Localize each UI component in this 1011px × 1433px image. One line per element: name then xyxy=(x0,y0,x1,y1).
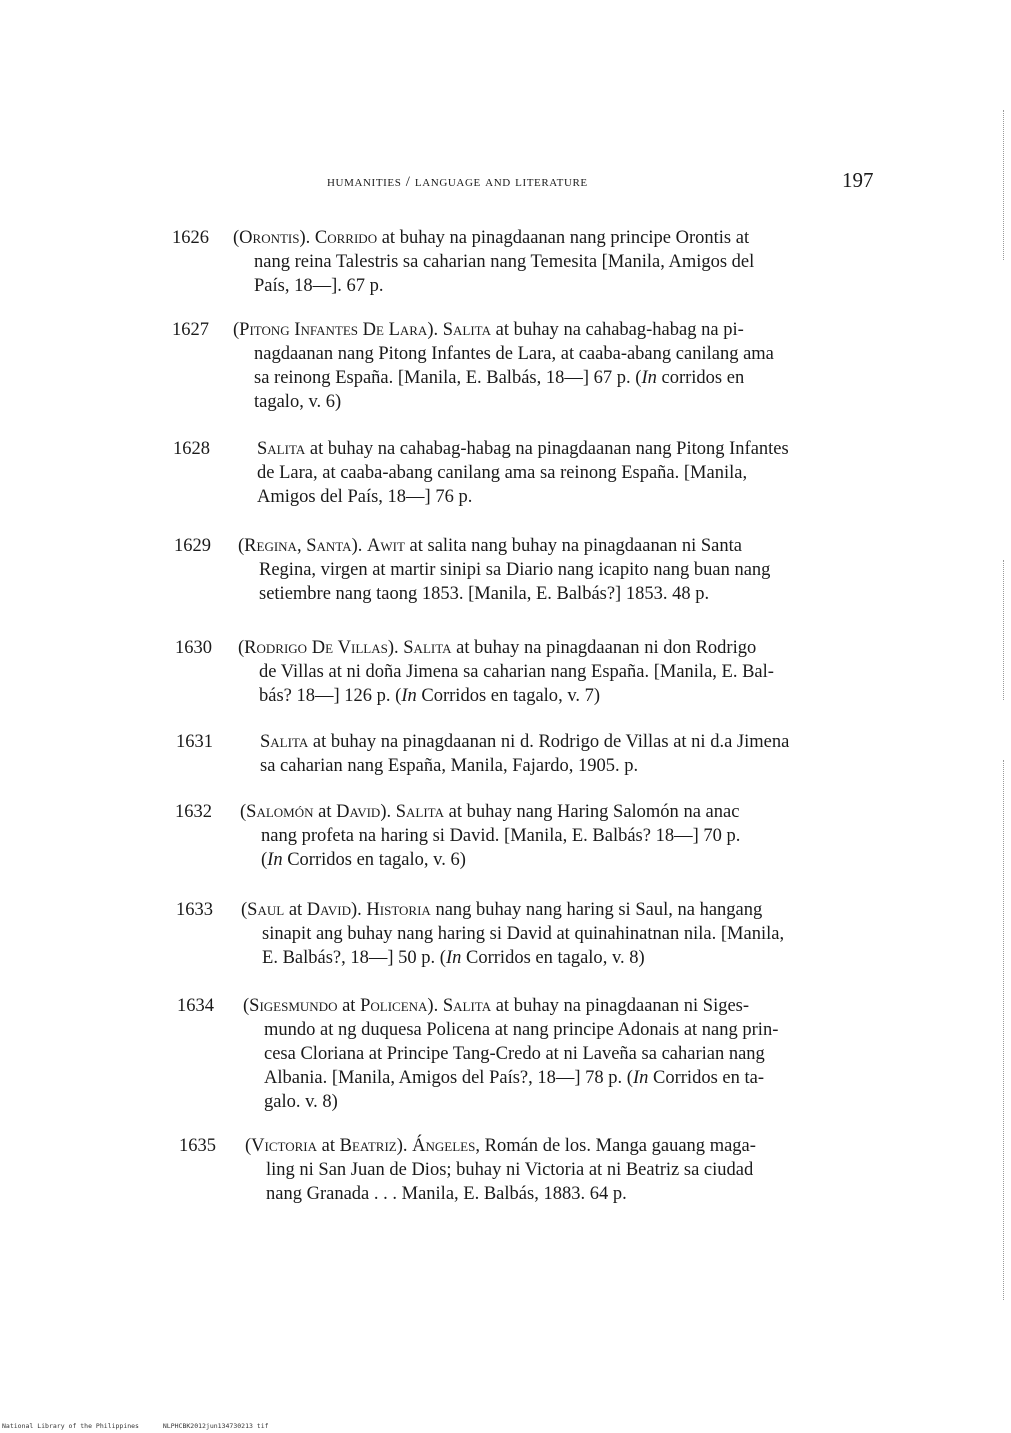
entry-number: 1629 xyxy=(174,536,211,556)
entry-line: (Salomón at David). Salita at buhay nang Haring Salomón na anac xyxy=(240,802,740,822)
entry-text xyxy=(233,226,754,298)
entry-number: 1632 xyxy=(175,802,212,822)
entry-number: 1631 xyxy=(176,732,213,752)
entry-line: ling ni San Juan de Dios; buhay ni Victoria at ni Beatriz sa ciudad xyxy=(266,1160,754,1180)
scan-edge-mark xyxy=(1003,760,1005,1300)
entry-number: 1627 xyxy=(172,320,209,340)
entry-line: galo. v. 8) xyxy=(264,1092,338,1112)
running-header xyxy=(0,168,1011,198)
entry-text xyxy=(240,800,740,872)
footer-file-id: NLPHCBK2012jun134730213 tif xyxy=(162,1422,269,1430)
entry-line: tagalo, v. 6) xyxy=(254,392,342,412)
page-number: 197 xyxy=(842,168,874,192)
entry-line: (Rodrigo De Villas). Salita at buhay na pinagdaanan ni don Rodrigo xyxy=(238,638,757,658)
entry-text xyxy=(245,1134,756,1206)
entry-text xyxy=(257,437,789,509)
entry-line: (Regina, Santa). Awit at salita nang buhay na pinagdaanan ni Santa xyxy=(238,536,742,556)
entry-text xyxy=(238,534,770,606)
entry-line: Regina, virgen at martir sinipi sa Diario nang icapito nang buan nang xyxy=(259,560,771,580)
entry-line: (In Corridos en tagalo, v. 6) xyxy=(261,850,466,870)
scan-edge-mark xyxy=(1003,560,1005,700)
entry-line: de Lara, at caaba-abang canilang ama sa reinong España. [Manila, xyxy=(257,463,748,483)
entry-line: Salita at buhay na pinagdaanan ni d. Rodrigo de Villas at ni d.a Jimena xyxy=(260,732,790,752)
entry-line: E. Balbás?, 18—] 50 p. (In Corridos en tagalo, v. 8) xyxy=(262,948,645,968)
entry-line: nang Granada . . . Manila, E. Balbás, 1883. 64 p. xyxy=(266,1184,627,1204)
entry-line: nang reina Talestris sa caharian nang Temesita [Manila, Amigos del xyxy=(254,252,755,272)
entry-line: setiembre nang taong 1853. [Manila, E. Balbás?] 1853. 48 p. xyxy=(259,584,710,604)
footer-source: National Library of the Philippines xyxy=(2,1422,139,1430)
entry-line: (Victoria at Beatriz). Ángeles, Román de los. Manga gauang maga- xyxy=(245,1136,756,1156)
scan-edge-mark xyxy=(1003,110,1005,260)
entry-number: 1635 xyxy=(179,1136,216,1156)
entry-line: (Pitong Infantes De Lara). Salita at buhay na cahabag-habag na pi- xyxy=(233,320,744,340)
entry-text xyxy=(238,636,774,708)
entry-text xyxy=(243,994,778,1114)
entry-line: País, 18—]. 67 p. xyxy=(254,276,384,296)
entry-line: Amigos del País, 18—] 76 p. xyxy=(257,487,473,507)
entry-text xyxy=(233,318,774,414)
scan-footer xyxy=(2,1422,289,1430)
entry-line: mundo at ng duquesa Policena at nang principe Adonais at nang prin- xyxy=(264,1020,779,1040)
entry-line: sinapit ang buhay nang haring si David at quinahinatnan nila. [Manila, xyxy=(262,924,785,944)
entry-line: (Saul at David). Historia nang buhay nang haring si Saul, na hangang xyxy=(241,900,763,920)
header-title: humanities / language and literature xyxy=(327,174,588,190)
entry-line: nagdaanan nang Pitong Infantes de Lara, at caaba-abang canilang ama xyxy=(254,344,774,364)
entry-line: bás? 18—] 126 p. (In Corridos en tagalo, v. 7) xyxy=(259,686,601,706)
entry-number: 1634 xyxy=(177,996,214,1016)
entry-line: (Orontis). Corrido at buhay na pinagdaanan nang principe Orontis at xyxy=(233,228,750,248)
entry-line: de Villas at ni doña Jimena sa caharian nang España. [Manila, E. Bal- xyxy=(259,662,774,682)
entry-line: nang profeta na haring si David. [Manila, E. Balbás? 18—] 70 p. xyxy=(261,826,741,846)
entry-text xyxy=(260,730,789,778)
entry-line: sa caharian nang España, Manila, Fajardo, 1905. p. xyxy=(260,756,639,776)
entry-line: cesa Cloriana at Principe Tang-Credo at ni Laveña sa caharian nang xyxy=(264,1044,765,1064)
entry-number: 1630 xyxy=(175,638,212,658)
entry-number: 1626 xyxy=(172,228,209,248)
entry-number: 1633 xyxy=(176,900,213,920)
entry-line: (Sigesmundo at Policena). Salita at buhay na pinagdaanan ni Siges- xyxy=(243,996,750,1016)
entry-number: 1628 xyxy=(173,439,210,459)
entry-text xyxy=(241,898,784,970)
entry-line: Salita at buhay na cahabag-habag na pinagdaanan nang Pitong Infantes xyxy=(257,439,789,459)
entry-line: sa reinong España. [Manila, E. Balbás, 18—] 67 p. (In corridos en xyxy=(254,368,745,388)
entry-line: Albania. [Manila, Amigos del País?, 18—] 78 p. (In Corridos en ta- xyxy=(264,1068,764,1088)
